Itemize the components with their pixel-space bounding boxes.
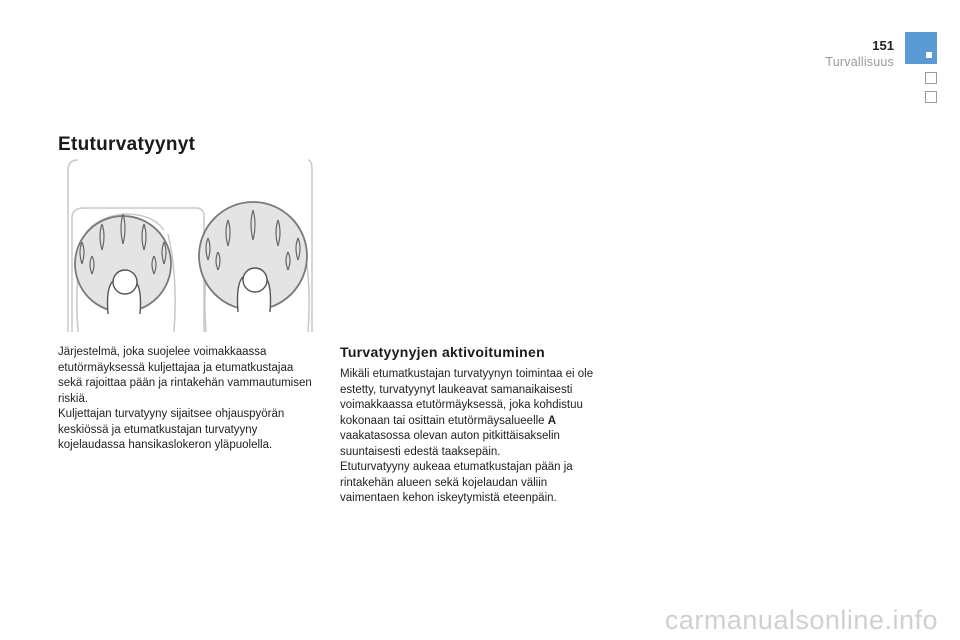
section-tab-box[interactable] bbox=[925, 91, 937, 103]
section-tab-active[interactable] bbox=[905, 32, 937, 64]
section-subtitle: Turvatyynyjen aktivoituminen bbox=[340, 344, 545, 360]
tab-square-icon bbox=[926, 52, 932, 58]
page-number: 151 bbox=[872, 38, 894, 53]
page-title: Etuturvatyynyt bbox=[58, 134, 196, 155]
airbag-front-illustration bbox=[56, 156, 324, 336]
right-text-column bbox=[340, 367, 602, 507]
section-tab-box[interactable] bbox=[925, 72, 937, 84]
paragraph bbox=[340, 367, 602, 460]
paragraph: Etuturvatyyny aukeaa etumatkustajan pään ja rintakehän alueen sekä kojelaudan väliin vaimentaen kehon iskeytymistä eteenpäin. bbox=[340, 461, 573, 504]
paragraph: Kuljettajan turvatyyny sijaitsee ohjauspyörän keskiössä ja etumatkustajan turvatyyny kojelaudassa hansikaslokeron yläpuolella. bbox=[58, 408, 285, 451]
text-run: vaakatasossa olevan auton pitkittäisakselin suuntaisesti edestä taaksepäin. bbox=[340, 430, 560, 458]
left-text-column bbox=[58, 345, 320, 454]
paragraph: Järjestelmä, joka suojelee voimakkaassa etutörmäyksessä kuljettajaa ja etumatkustajaa sekä rajoittaa pään ja rintakehän vammautumisen riskiä. bbox=[58, 346, 312, 405]
section-label: Turvallisuus bbox=[825, 55, 894, 69]
zone-label: A bbox=[547, 414, 557, 427]
watermark: carmanualsonline.info bbox=[664, 605, 938, 635]
text-run: Mikäli etumatkustajan turvatyynyn toimintaa ei ole estetty, turvatyynyt laukeavat samanaikaisesti voimakkaassa etutörmäyksessä, joka kohdistuu kokonaan tai osittain etutörmäysalueelle bbox=[340, 368, 594, 427]
